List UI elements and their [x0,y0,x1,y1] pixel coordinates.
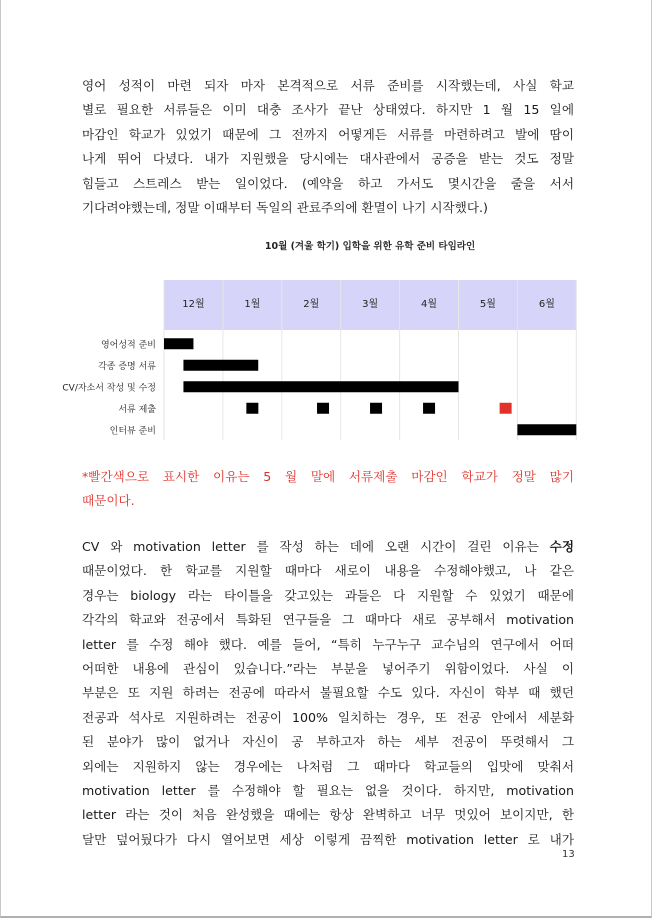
task-label: 인터뷰 준비 [109,426,156,437]
page-number: 13 [562,849,575,860]
task-bar [183,381,458,392]
text-line: 마감인 학교가 있었기 때문에 그 전까지 어떻게든 서류를 마련하려고 발에 땀이 [82,126,574,142]
month-label: 1월 [244,299,261,310]
note-paragraph [82,465,574,514]
submission-mark [246,403,258,414]
text-line: 때문이었다. 한 학교를 지원할 때마다 새로이 내용을 수정해야했고, 나 같은 [82,563,574,579]
note-line: *빨간색으로 표시한 이유는 5 월 말에 서류제출 마감인 학교가 정말 많기 [82,469,574,484]
text-line: 외에는 지원하지 않는 경우에는 나처럼 그 때마다 학교들의 입맛에 맞춰서 [82,758,574,774]
text-line: 어떠한 내용에 관심이 있습니다.”라는 부분을 넣어주기 위함이었다. 사실 이 [82,661,574,677]
note-line: 때문이다. [82,493,135,509]
text-line: letter 라는 것이 처음 완성했을 때에는 항상 완벽하고 너무 멋있어 보이지만, 한 [82,807,574,823]
text-line: 경우는 biology 라는 타이틀을 갖고있는 과들은 다 지원할 수 있었기 때문에 [82,587,574,603]
month-label: 12월 [182,299,205,310]
text-line: 전공과 석사로 지원하려는 전공이 100% 일치하는 경우, 또 전공 안에서 세분화 [82,709,574,725]
month-label: 3월 [362,299,379,310]
text-line: 영어 성적이 마련 되자 마자 본격적으로 서류 준비를 시작했는데, 사실 학교 [82,78,574,93]
task-label: CV/자소서 작성 및 수정 [62,383,156,394]
text-line: 힘들고 스트레스 받는 일이었다. (예약을 하고 가서도 몇시간을 줄을 서서 [82,175,574,191]
submission-mark [317,403,329,414]
task-bar [164,338,193,349]
text-line: 달만 덮어뒀다가 다시 열어보면 세상 이렇게 끔찍한 motivation letter 로 내가 [82,831,574,847]
task-label: 서류 제출 [118,404,156,415]
task-bar [517,424,576,435]
month-label: 5월 [479,299,496,310]
paragraph-intro [82,74,574,220]
month-label: 4월 [421,299,438,310]
paragraph-main [82,535,574,852]
submission-mark [370,403,382,414]
text-line: 각각의 학교와 전공에서 특화된 연구들을 그 때마다 새로 공부해서 motivation [82,612,574,628]
month-label: 2월 [303,299,320,310]
submission-mark-highlight [500,403,512,414]
text-line: 된 분야가 많이 없거나 자신이 공 부하고자 하는 세부 전공이 뚜렷해서 그 [82,734,574,750]
text-line: 부분은 또 지원 하려는 전공에 따라서 불필요할 수도 있다. 자신이 학부 때 했던 [82,685,574,701]
text-line: 기다려야했는데, 정말 이때부터 독일의 관료주의에 환멸이 나기 시작했다.) [82,200,488,216]
chart-title: 10월 (겨울 학기) 입학을 위한 유학 준비 타임라인 [264,241,476,252]
timeline-chart [40,280,580,442]
month-label: 6월 [538,299,555,310]
text-line: 별로 필요한 서류들은 이미 대충 조사가 끝난 상태였다. 하지만 1 월 15 일에 [82,102,574,118]
task-bar [183,360,258,371]
text-line: motivation letter 를 수정해야 할 필요는 없을 것이다. 하지만, motivation [82,783,574,799]
task-label: 각종 증명 서류 [98,361,156,372]
text-line: letter 를 수정 해야 했다. 예를 들어, “특히 누구누구 교수님의 연구에서 어떠 [82,636,574,652]
text-line: 나게 뛰어 다녔다. 내가 지원했을 당시에는 대사관에서 공증을 받는 것도 정말 [82,151,574,167]
task-label: 영어성적 준비 [100,340,156,351]
text-line: CV 와 motivation letter 를 작성 하는 데에 오랜 시간이 걸린 이유는 수정 [82,539,574,554]
submission-mark [423,403,435,414]
